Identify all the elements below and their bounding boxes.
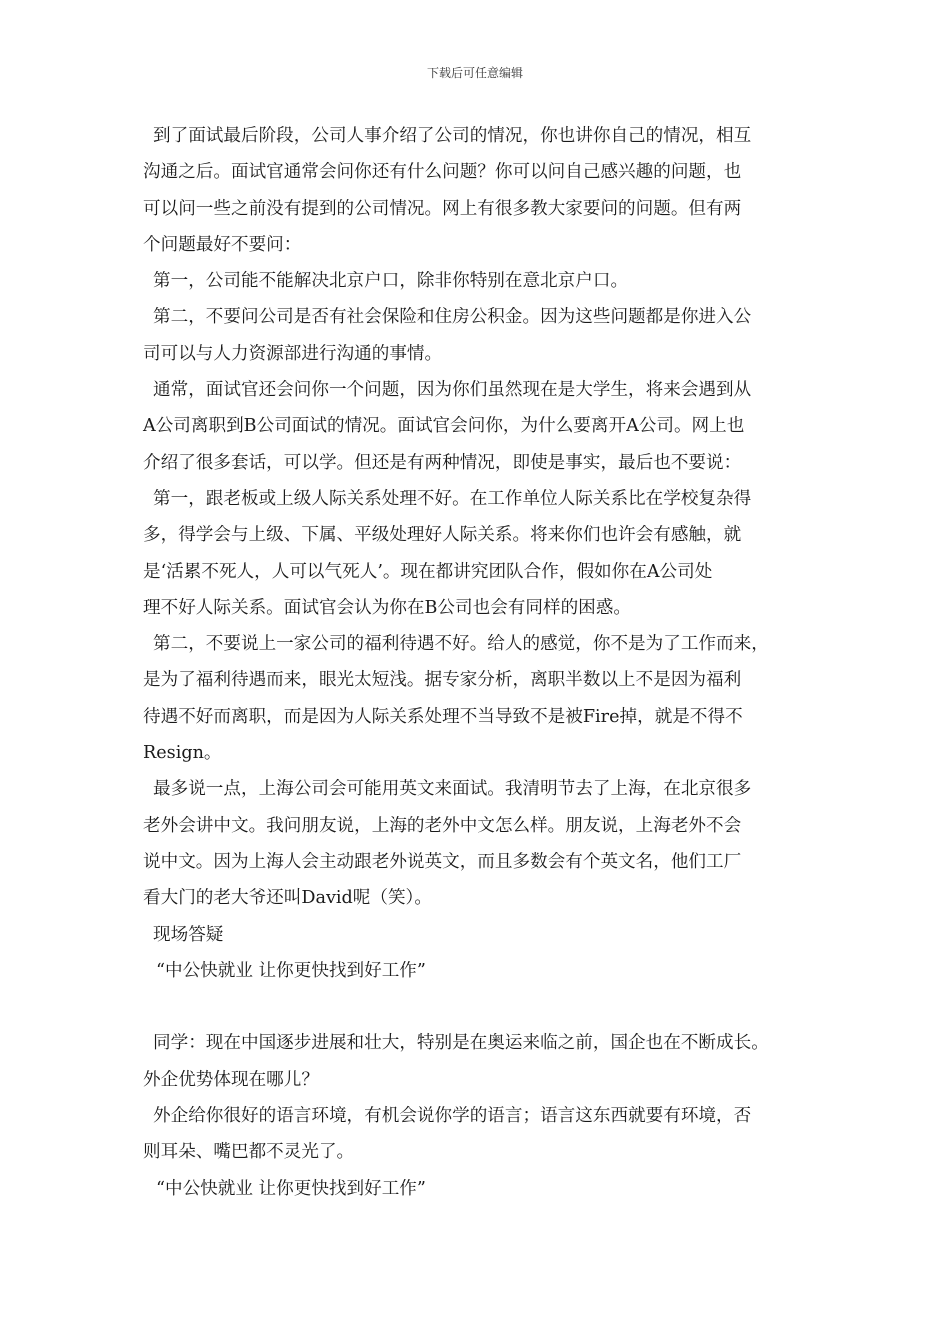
paragraph-line: 可以问一些之前没有提到的公司情况。网上有很多教大家要问的问题。但有两 <box>143 198 742 219</box>
paragraph-line: 最多说一点，上海公司会可能用英文来面试。我清明节去了上海，在北京很多 <box>153 779 752 800</box>
paragraph-line: 是为了福利待遇而来，眼光太短浅。据专家分析，离职半数以上不是因为福利 <box>143 670 742 691</box>
blank-line <box>143 989 823 1025</box>
paragraph-line: 多，得学会与上级、下属、平级处理好人际关系。将来你们也许会有感触，就 <box>143 525 742 546</box>
paragraph-line: 沟通之后。面试官通常会问你还有什么问题？你可以问自己感兴趣的问题，也 <box>143 162 742 183</box>
paragraph-line: 第一，跟老板或上级人际关系处理不好。在工作单位人际关系比在学校复杂得 <box>153 488 752 509</box>
page-header: 下载后可任意编辑 <box>426 66 523 80</box>
paragraph-line: 则耳朵、嘴巴都不灵光了。 <box>143 1142 355 1163</box>
paragraph-line: 第二，不要说上一家公司的福利待遇不好。给人的感觉，你不是为了工作而来， <box>153 634 769 655</box>
paragraph-line: 通常，面试官还会问你一个问题，因为你们虽然现在是大学生，将来会遇到从 <box>153 380 752 401</box>
paragraph-line: 说中文。因为上海人会主动跟老外说英文，而且多数会有个英文名，他们工厂 <box>143 851 742 872</box>
paragraph-line: 个问题最好不要问： <box>143 234 302 255</box>
paragraph-line: 司可以与人力资源部进行沟通的事情。 <box>143 343 443 364</box>
paragraph-line: A公司离职到B公司面试的情况。面试官会问你，为什么要离开A公司。网上也 <box>143 416 745 437</box>
paragraph-line: 看大门的老大爷还叫David呢（笑）。 <box>143 888 432 909</box>
paragraph-line: Resign。 <box>143 743 222 764</box>
paragraph-line: 外企给你很好的语言环境，有机会说你学的语言；语言这东西就要有环境，否 <box>153 1106 752 1127</box>
paragraph-line: 第一，公司能不能解决北京户口，除非你特别在意北京户口。 <box>153 271 629 292</box>
paragraph-line: 第二，不要问公司是否有社会保险和住房公积金。因为这些问题都是你进入公 <box>153 307 752 328</box>
paragraph-line: 是‘活累不死人，人可以气死人’。现在都讲究团队合作，假如你在A公司处 <box>143 561 713 582</box>
paragraph-line: 外企优势体现在哪儿？ <box>143 1069 319 1090</box>
paragraph-line: 到了面试最后阶段，公司人事介绍了公司的情况，你也讲你自己的情况，相互 <box>153 126 752 146</box>
paragraph-line: 同学：现在中国逐步进展和壮大，特别是在奥运来临之前，国企也在不断成长。 <box>153 1033 769 1054</box>
paragraph-line: 待遇不好而离职，而是因为人际关系处理不当导致不是被Fire掉，就是不得不 <box>143 706 743 727</box>
section-heading: 现场答疑 <box>153 924 224 945</box>
paragraph-line: 老外会讲中文。我问朋友说，上海的老外中文怎么样。朋友说，上海老外不会 <box>143 815 742 836</box>
document-body <box>143 118 823 1207</box>
slogan-line: “中公快就业 让你更快找到好工作” <box>156 960 426 981</box>
paragraph-line: 介绍了很多套话，可以学。但还是有两种情况，即使是事实，最后也不要说： <box>143 452 742 473</box>
slogan-line: “中公快就业 让你更快找到好工作” <box>156 1178 426 1199</box>
paragraph-line: 理不好人际关系。面试官会认为你在B公司也会有同样的困惑。 <box>143 597 631 618</box>
